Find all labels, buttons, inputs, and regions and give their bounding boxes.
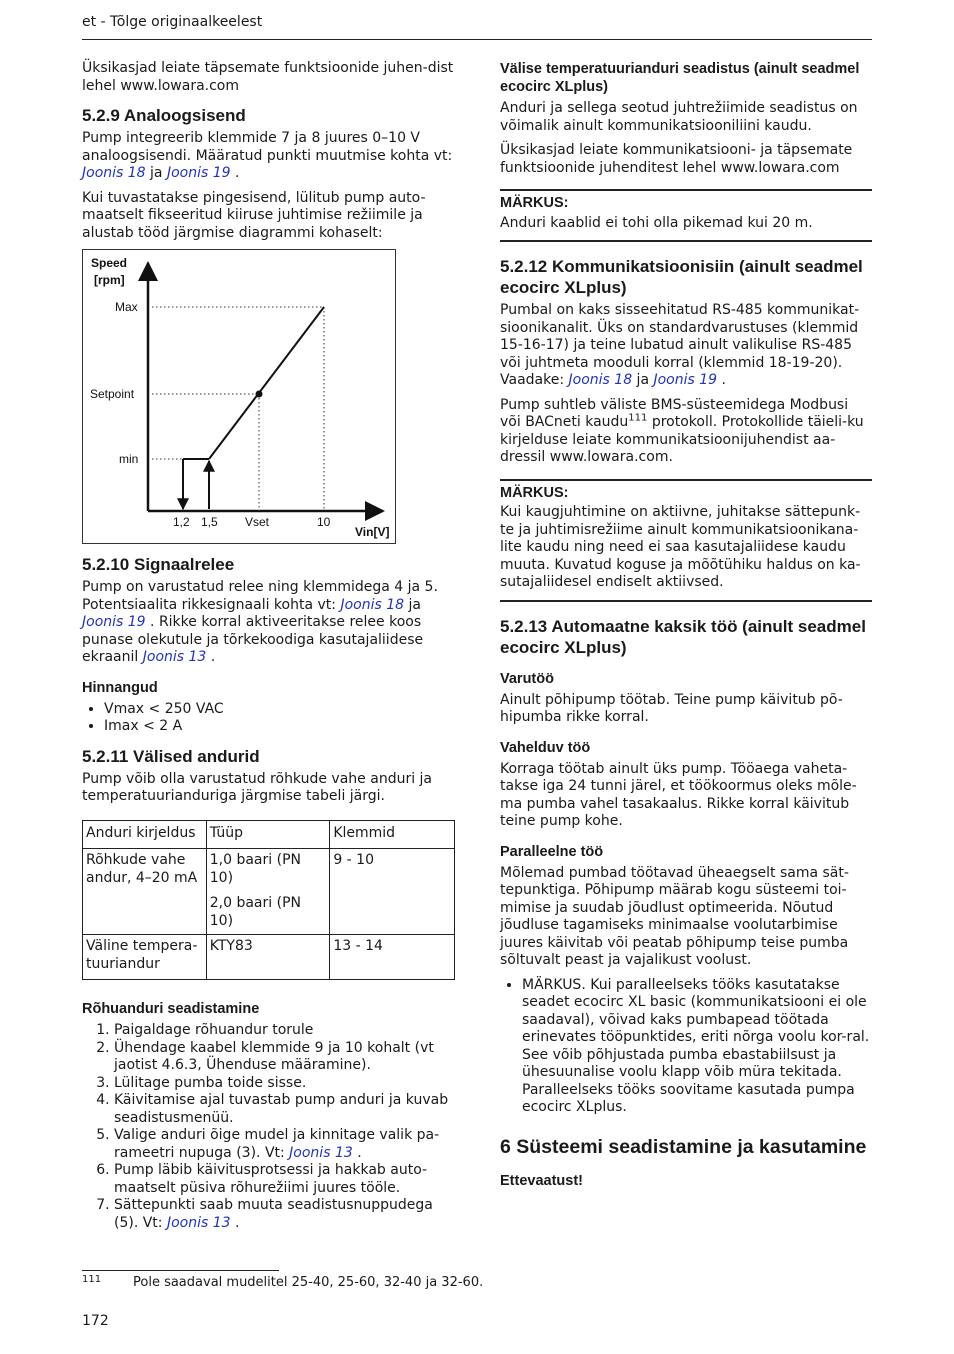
section-5-2-9-title: 5.2.9 Analoogsisend: [82, 106, 246, 125]
left-column: [82, 60, 454, 1232]
signal-relay-text: Pump on varustatud relee ning klemmidega 4 ja 5. Potentsiaalita rikkesignaali kohta vt:: [82, 579, 438, 613]
alternating-operation-title: Vahelduv töö: [500, 739, 591, 756]
note-box-cable: [500, 189, 872, 242]
sentence-end: .: [230, 165, 240, 181]
y-tick-label-min: min: [119, 452, 139, 466]
alternating-operation-text: Korraga töötab ainult üks pump. Tööaega vaheta-takse iga 24 tunni järel, et töökoormus oleks mõle-ma pumba vahel tasakaalus. Rikke korral käivitub teine pump kohe.: [500, 760, 857, 829]
x-tick-label: Vset: [245, 515, 270, 529]
pressure-setup-steps: [82, 1022, 454, 1232]
step-text: Valige anduri õige mudel ja kinnitage valik pa-rameetri nupuga (3). Vt:: [114, 1127, 440, 1161]
parallel-note-list: [500, 977, 872, 1117]
table-cell: Rõhkude vahe andur, 4–20 mA: [83, 849, 207, 935]
footnote-divider: [82, 1270, 279, 1271]
list-item: 2. Ühendage kaabel klemmide 9 ja 10 kohalt (vt jaotist 4.6.3, Ühenduse määramine).: [114, 1040, 454, 1075]
external-temp-sensor-title: Välise temperatuurianduri seadistus (ainult seadmel ecocirc XLplus): [500, 61, 860, 95]
parallel-operation-title: Paralleelne töö: [500, 843, 604, 860]
backup-operation-title: Varutöö: [500, 670, 554, 687]
note-label: MÄRKUS:: [500, 484, 569, 501]
x-tick-label: 1,2: [173, 515, 190, 529]
link-figure-18[interactable]: Joonis 18: [568, 372, 633, 388]
column-header: Tüüp: [206, 820, 330, 849]
sentence-end: .: [230, 1214, 240, 1231]
conjunction: ja: [145, 165, 167, 181]
list-item: [114, 1127, 454, 1162]
link-figure-19[interactable]: Joonis 19: [166, 165, 231, 181]
ratings-title: Hinnangud: [82, 679, 158, 696]
table-cell: Väline tempera-tuuriandur: [83, 935, 207, 980]
step-text: Sättepunkti saab muuta seadistusnuppudega (5). Vt:: [114, 1197, 433, 1231]
footnote-reference[interactable]: 111: [628, 412, 648, 424]
footnote-number: 111: [82, 1274, 102, 1285]
analog-input-text: Pump integreerib klemmide 7 ja 8 juures 0–10 V analoogsisendi. Määratud punkti muutmise kohta vt:: [82, 130, 453, 164]
y-tick-label-max: Max: [115, 300, 138, 314]
list-item: [114, 1197, 454, 1232]
table-cell: 13 - 14: [330, 935, 455, 980]
note-text: Kui kaugjuhtimine on aktiivne, juhitakse sättepunk-te ja juhtimisrežiime ainult kommunikatsioonikana-lite kaudu ning need ei saa kasutajaliidese kaudu muuta. Kuvatud koguse ja mõõtühiku haldus on ka-sutajaliidesel endiselt aktiivsed.: [500, 504, 861, 590]
list-item: • Vmax < 250 VAC: [104, 701, 454, 719]
page-number: 172: [82, 1313, 109, 1329]
footnote-text: Pole saadaval mudelitel 25-40, 25-60, 32-40 ja 32-60.: [133, 1275, 484, 1290]
comm-bus-paragraph-1: [500, 302, 872, 390]
list-item: 6. Pump läbib käivitusprotsessi ja hakkab auto-maatselt püsiva rõhurežiimi juures tööle.: [114, 1162, 454, 1197]
signal-relay-paragraph: [82, 579, 454, 667]
note-text: Anduri kaablid ei tohi olla pikemad kui 20 m.: [500, 214, 813, 231]
setpoint-marker: [256, 391, 263, 398]
table-row: [83, 935, 455, 980]
chart-marks: [90, 300, 331, 529]
list-item: • MÄRKUS. Kui paralleelseks tööks kasutatakse seadet ecocirc XL basic (kommunikatsiooni ei ole saadaval), võivad kaks pumbapead töötada erinevates tööpunktides, eriti nõrga voolu kor-ral. See võib põhjustada pumba ebastabiilsust ja ühesuunalise voolu klapp võib müra tekitada. Paralleelseks tööks soovitame kasutada pumpa ecocirc XLplus.: [522, 977, 872, 1117]
table-cell: [206, 849, 330, 935]
conjunction: ja: [632, 372, 654, 388]
signal-relay-text-cont: . Rikke korral aktiveeritakse relee koos punase olekutule ja tõrkekoodiga kasutajaliidese ekraanil: [82, 614, 424, 665]
speed-vs-voltage-chart: [82, 249, 396, 544]
note-label: MÄRKUS:: [500, 195, 569, 211]
link-figure-13[interactable]: Joonis 13: [142, 649, 207, 665]
section-5-2-10-title: 5.2.10 Signaalrelee: [82, 555, 235, 574]
header-title: et - Tõlge originaalkeelest: [82, 14, 263, 30]
speed-line: [209, 307, 324, 459]
table-row: [83, 849, 455, 935]
link-figure-18[interactable]: Joonis 18: [340, 596, 405, 613]
note-box-remote-control: [500, 479, 872, 602]
y-axis-label-unit: [rpm]: [94, 273, 125, 287]
cell-line: 2,0 baari (PN 10): [209, 895, 301, 929]
chart-svg: [83, 250, 395, 543]
temp-sensor-paragraph-2: Üksikasjad leiate kommunikatsiooni- ja täpsemate funktsioonide juhenditest lehel www.lowara.com: [500, 142, 853, 176]
link-figure-19[interactable]: Joonis 19: [653, 372, 718, 388]
table-cell: 9 - 10: [330, 849, 455, 935]
right-column: [500, 60, 872, 1194]
table-header-row: [83, 820, 455, 849]
section-5-2-11-title: 5.2.11 Välised andurid: [82, 746, 260, 766]
link-figure-18[interactable]: Joonis 18: [82, 165, 146, 181]
backup-operation-text: Ainult põhipump töötab. Teine pump käivitub põ-hipumba rikke korral.: [500, 691, 843, 725]
list-item: 1. Paigaldage rõhuandur torule: [114, 1022, 454, 1040]
link-figure-13[interactable]: Joonis 13: [289, 1144, 353, 1161]
y-tick-label-setpoint: Setpoint: [90, 387, 135, 401]
conjunction: ja: [404, 596, 421, 613]
pressure-setup-title: Rõhuanduri seadistamine: [82, 1001, 260, 1017]
link-figure-19[interactable]: Joonis 19: [82, 614, 146, 630]
chapter-6-title: 6 Süsteemi seadistamine ja kasutamine: [500, 1135, 867, 1158]
sentence-end: .: [206, 649, 216, 665]
caution-label: Ettevaatust!: [500, 1172, 583, 1189]
page-header: [82, 14, 872, 40]
table-cell: KTY83: [206, 935, 330, 980]
sentence-end: .: [717, 372, 726, 388]
cell-line: 1,0 baari (PN 10): [209, 852, 301, 886]
section-5-2-13-title: 5.2.13 Automaatne kaksik töö (ainult seadmel ecocirc XLplus): [500, 616, 866, 657]
comm-bus-text-cont: protokoll. Protokollide täieli-ku kirjelduse leiate kommunikatsioonijuhendist aa-dressil www.lowara.com.: [500, 414, 864, 465]
sensor-table: [82, 820, 455, 981]
list-item: 3. Lülitage pumba toide sisse.: [114, 1075, 454, 1093]
temp-sensor-paragraph-1: Anduri ja sellega seotud juhtrežiimide seadistus on võimalik ainult kommunikatsiooniliini kaudu.: [500, 100, 858, 134]
link-figure-13[interactable]: Joonis 13: [166, 1214, 231, 1231]
parallel-operation-text: Mõlemad pumbad töötavad üheaegselt sama sät-tepunktiga. Põhipump määrab kogu süsteemi toi-mimise ja suudab jõudlust optimeerida. Nõutud jõudluse tagamiseks minimaalse voolutarbimise juures käivitab või peatab põhipump teise pumba sõltuvalt peast ja vajalikust voolust.: [500, 864, 849, 968]
list-item: • Imax < 2 A: [104, 718, 454, 736]
section-5-2-12-title: 5.2.12 Kommunikatsioonisiin (ainult seadmel ecocirc XLplus): [500, 257, 863, 297]
intro-paragraph: Üksikasjad leiate täpsemate funktsioonide juhen-dist lehel www.lowara.com: [82, 60, 454, 94]
x-axis-label: Vin[V]: [355, 525, 390, 539]
sensors-paragraph: Pump võib olla varustatud rõhkude vahe anduri ja temperatuurianduriga järgmise tabeli järgi.: [82, 770, 433, 804]
list-item: 4. Käivitamise ajal tuvastab pump anduri ja kuvab seadistusmenüü.: [114, 1092, 454, 1127]
column-header: Anduri kirjeldus: [83, 820, 207, 849]
comm-bus-text: Pump suhtleb väliste BMS-süsteemidega Modbusi või BACneti kaudu: [500, 396, 849, 430]
comm-bus-paragraph-2: [500, 397, 872, 467]
y-axis-label-speed: Speed: [91, 256, 128, 270]
analog-input-paragraph: [82, 130, 454, 183]
column-header: Klemmid: [330, 820, 455, 849]
sentence-end: .: [352, 1144, 362, 1161]
comm-bus-text: Pumbal on kaks sisseehitatud RS-485 kommunikat-sioonikanalit. Üks on standardvarustuses (klemmid 15-16-17) ja teine lubatud ainult valikulise RS-485 või juhtmeta mooduli korral (klemmid 18-19-20). Vaadake:: [500, 302, 860, 388]
ratings-list: [82, 701, 454, 736]
x-tick-label: 10: [317, 515, 331, 529]
analog-voltage-paragraph: Kui tuvastatakse pingesisend, lülitub pump auto-maatselt fikseeritud kiiruse juhtimise režiimile ja alustab tööd järgmise diagrammi kohaselt:: [82, 189, 426, 241]
x-tick-label: 1,5: [201, 515, 218, 529]
